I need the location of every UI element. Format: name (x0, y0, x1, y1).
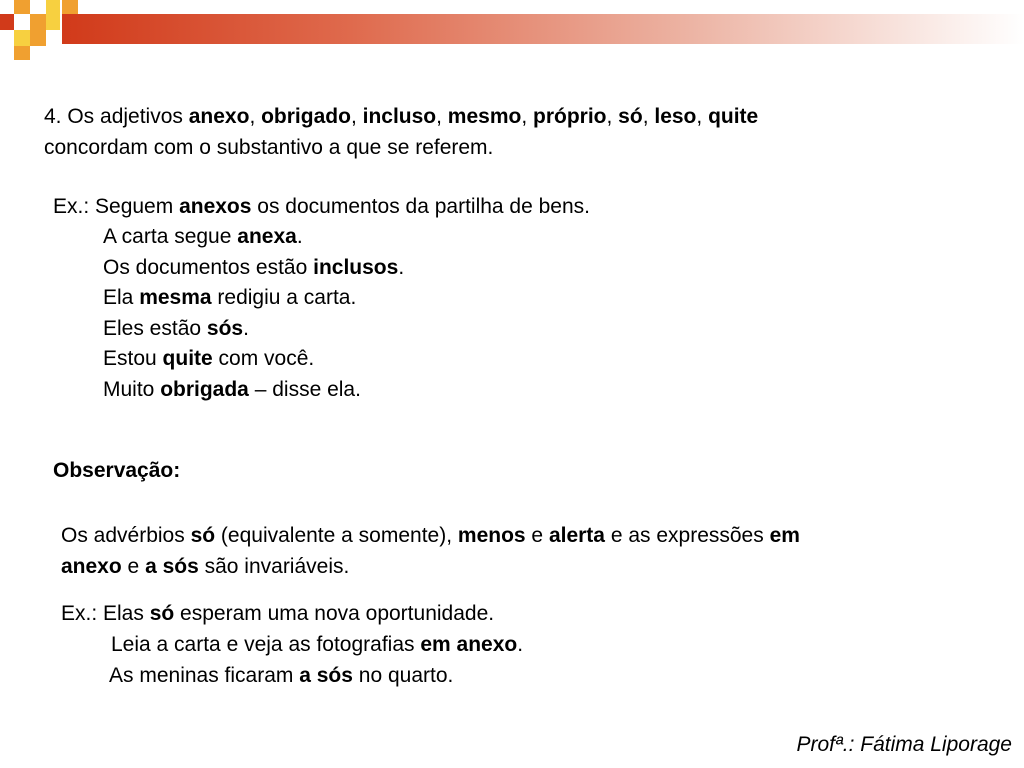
decor-square (14, 46, 30, 60)
author-footer: Profª.: Fátima Liporage (796, 733, 1012, 756)
example-line: Os documentos estão inclusos. (103, 256, 405, 279)
example-line: Muito obrigada – disse ela. (103, 378, 361, 401)
header-gradient-bar (62, 14, 1024, 44)
observation-line-1: Os advérbios só (equivalente a somente), menos e alerta e as expressões em (61, 524, 800, 547)
example-line: Ex.: Elas só esperam uma nova oportunidade. (61, 602, 495, 625)
header-decoration (0, 0, 1024, 60)
decor-square (46, 14, 60, 30)
example-line: A carta segue anexa. (103, 225, 303, 248)
decor-square (14, 30, 30, 46)
observation-heading: Observação: (53, 459, 181, 482)
decor-square (30, 14, 46, 30)
decor-square (30, 30, 46, 46)
decor-square (46, 0, 60, 14)
example-line: Eles estão sós. (103, 317, 249, 340)
decor-square (62, 0, 78, 14)
example-line: Ex.: Seguem anexos os documentos da partilha de bens. (53, 195, 590, 218)
decor-square (0, 14, 14, 30)
rule-line-1: 4. Os adjetivos anexo, obrigado, incluso, mesmo, próprio, só, leso, quite (44, 105, 759, 128)
observation-line-2: anexo e a sós são invariáveis. (61, 555, 350, 578)
example-line: Leia a carta e veja as fotografias em anexo. (111, 633, 524, 656)
example-line: Ela mesma redigiu a carta. (103, 286, 357, 309)
rule-line-2: concordam com o substantivo a que se referem. (44, 136, 494, 159)
example-line: As meninas ficaram a sós no quarto. (109, 664, 454, 687)
decor-square (14, 0, 30, 14)
example-line: Estou quite com você. (103, 347, 315, 370)
